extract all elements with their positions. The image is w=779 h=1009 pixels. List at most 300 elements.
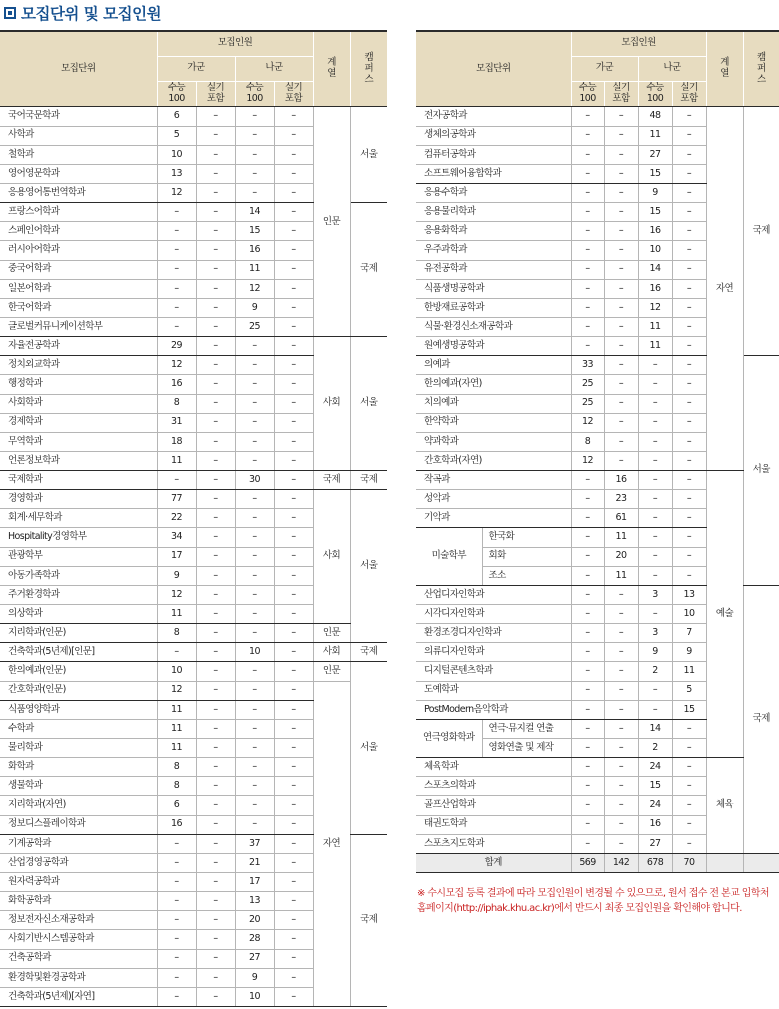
quota-value: – [196,777,235,796]
quota-value: – [274,298,313,317]
quota-value: – [571,317,604,336]
quota-value: 15 [638,164,672,183]
quota-value: – [672,796,706,815]
campus-cell: 서울 [350,490,387,643]
quota-value: – [196,490,235,509]
quota-value: – [638,547,672,566]
quota-value: 20 [235,911,274,930]
quota-value: – [638,394,672,413]
quota-value: – [274,279,313,298]
quota-value: – [672,375,706,394]
quota-value: – [274,107,313,126]
quota-value: – [274,700,313,719]
table-row [0,337,387,356]
quota-value: 23 [604,490,638,509]
quota-value: – [672,432,706,451]
col-header-unit-right: 모집단위 [416,31,571,107]
col-header-ga-silgi: 실기 포함 [196,82,235,107]
unit-name: 의류디자인학과 [416,643,571,662]
quota-value: – [274,317,313,336]
quota-value: – [604,356,638,375]
quota-value: – [274,892,313,911]
campus-cell: 서울 [350,107,387,203]
unit-name: 한의예과(자연) [416,375,571,394]
quota-value: – [196,796,235,815]
table-row [416,471,779,490]
unit-name: 약과학과 [416,432,571,451]
unit-name: 무역학과 [0,432,157,451]
quota-value: – [274,585,313,604]
quota-value: 18 [157,432,196,451]
quota-value: – [571,605,604,624]
quota-value: 3 [638,585,672,604]
quota-value: – [274,471,313,490]
unit-name: 치의예과 [416,394,571,413]
quota-value: – [604,815,638,834]
unit-name: 유전공학과 [416,260,571,279]
quota-value: – [274,222,313,241]
quota-value: – [604,662,638,681]
quota-value: 11 [157,719,196,738]
quota-value: – [274,643,313,662]
quota-value: – [571,145,604,164]
quota-value: – [604,317,638,336]
quota-value: – [274,547,313,566]
unit-name: 관광학부 [0,547,157,566]
unit-name: 건축학과(5년제)[인문] [0,643,157,662]
quota-value: – [157,317,196,336]
unit-name: 한방재료공학과 [416,298,571,317]
quota-value: – [571,126,604,145]
quota-value: – [196,279,235,298]
field-cell: 인문 [313,624,350,643]
quota-value: 11 [157,700,196,719]
quota-value: – [571,222,604,241]
quota-value: – [571,566,604,585]
quota-value: 2 [638,662,672,681]
quota-value: 12 [157,356,196,375]
quota-value: – [196,815,235,834]
quota-value: – [604,719,638,738]
unit-name: 기계공학과 [0,834,157,853]
quota-value: – [235,451,274,470]
quota-value: – [604,796,638,815]
quota-value: – [157,968,196,987]
unit-name: 회계·세무학과 [0,509,157,528]
quota-value: – [274,930,313,949]
unit-name: 산업경영공학과 [0,853,157,872]
quota-value: 27 [638,145,672,164]
table-row [0,490,387,509]
campus-cell: 국제 [350,203,387,337]
quota-value: 6 [157,796,196,815]
quota-value: – [196,126,235,145]
quota-value: – [157,987,196,1006]
quota-value: 16 [157,375,196,394]
quota-value: – [274,451,313,470]
unit-name: 기악과 [416,509,571,528]
quota-value: – [196,662,235,681]
quota-value: – [157,279,196,298]
col-header-unit: 모집단위 [0,31,157,107]
quota-value: 9 [638,183,672,202]
quota-value: – [196,260,235,279]
quota-value: – [235,796,274,815]
unit-name: 컴퓨터공학과 [416,145,571,164]
quota-value: 9 [235,968,274,987]
quota-value: – [157,949,196,968]
quota-value: – [274,260,313,279]
admission-table-left [0,30,387,1007]
quota-value: – [157,471,196,490]
quota-value: – [235,758,274,777]
quota-value: 13 [672,585,706,604]
unit-name: 연극영화학과 [416,719,482,757]
quota-value: – [638,605,672,624]
quota-value: 9 [672,643,706,662]
col-header-na-silgi: 실기 포함 [274,82,313,107]
unit-name: 국어국문학과 [0,107,157,126]
quota-value: 16 [157,815,196,834]
quota-value: 12 [571,451,604,470]
unit-name: 태권도학과 [416,815,571,834]
field-cell: 국제 [313,471,350,490]
quota-value: – [672,260,706,279]
quota-value: 16 [638,815,672,834]
quota-value: 11 [157,451,196,470]
quota-value: – [571,815,604,834]
quota-value: 15 [672,700,706,719]
table-row [416,758,779,777]
quota-value: – [604,375,638,394]
quota-value: – [196,547,235,566]
quota-value: – [274,375,313,394]
quota-value: – [235,624,274,643]
table-row [416,107,779,126]
unit-name: 지리학과(자연) [0,796,157,815]
quota-value: 12 [157,183,196,202]
quota-value: 11 [604,566,638,585]
quota-value: – [571,624,604,643]
quota-value: – [196,911,235,930]
unit-name: 간호학과(인문) [0,681,157,700]
quota-value: – [672,777,706,796]
campus-cell: 국제 [350,471,387,490]
unit-name: 원예생명공학과 [416,337,571,356]
quota-value: 15 [638,203,672,222]
quota-value: – [571,681,604,700]
quota-value: – [196,471,235,490]
unit-name: 경제학과 [0,413,157,432]
quota-value: 25 [235,317,274,336]
quota-value: – [274,662,313,681]
col-header-quota: 모집인원 [157,31,313,56]
unit-name: 시각디자인학과 [416,605,571,624]
quota-value: – [638,413,672,432]
quota-value: 15 [235,222,274,241]
unit-name: 사학과 [0,126,157,145]
unit-name: 한국어학과 [0,298,157,317]
unit-name: 철학과 [0,145,157,164]
quota-value: – [604,298,638,317]
unit-name: 골프산업학과 [416,796,571,815]
quota-value: 14 [235,203,274,222]
campus-cell: 국제 [350,834,387,1006]
unit-name: 글로벌커뮤니케이션학부 [0,317,157,336]
quota-value: – [196,298,235,317]
quota-value: – [672,356,706,375]
unit-name: 일본어학과 [0,279,157,298]
quota-value: 9 [235,298,274,317]
quota-value: – [196,107,235,126]
quota-value: 30 [235,471,274,490]
quota-value: – [672,126,706,145]
quota-value: 12 [638,298,672,317]
quota-value: – [196,624,235,643]
quota-value: – [672,298,706,317]
quota-value: – [196,700,235,719]
unit-name: 지리학과(인문) [0,624,157,643]
quota-value: – [196,739,235,758]
quota-value: – [196,528,235,547]
col-header-na-suneung: 수능 100 [235,82,274,107]
quota-value: – [571,241,604,260]
quota-value: – [571,739,604,758]
quota-value: – [604,700,638,719]
unit-name: 디지털콘텐츠학과 [416,662,571,681]
unit-name: 의예과 [416,356,571,375]
quota-value: – [157,298,196,317]
quota-value: – [235,164,274,183]
total-field-empty [706,853,743,872]
quota-value: – [571,547,604,566]
unit-name: 건축학과(5년제)[자연] [0,987,157,1006]
quota-value: – [672,815,706,834]
section-title-text: 모집단위 및 모집인원 [21,5,162,23]
quota-value: – [157,892,196,911]
quota-value: 12 [157,585,196,604]
quota-value: – [196,241,235,260]
quota-value: – [571,662,604,681]
quota-value: – [235,145,274,164]
quota-value: – [274,126,313,145]
quota-value: – [638,681,672,700]
unit-name: 스페인어학과 [0,222,157,241]
unit-name: 식품생명공학과 [416,279,571,298]
field-cell: 사회 [313,643,350,662]
quota-value: – [196,892,235,911]
quota-value: 61 [604,509,638,528]
table-row [0,662,387,681]
quota-value: – [638,451,672,470]
quota-value: – [235,739,274,758]
quota-value: – [274,777,313,796]
quota-value: 2 [638,739,672,758]
quota-value: – [604,337,638,356]
quota-value: – [235,528,274,547]
unit-name: 성악과 [416,490,571,509]
unit-name: 행정학과 [0,375,157,394]
quota-value: 48 [638,107,672,126]
quota-value: 11 [157,739,196,758]
quota-value: 34 [157,528,196,547]
quota-value: – [235,432,274,451]
quota-value: – [604,451,638,470]
unit-name: 사회학과 [0,394,157,413]
quota-value: – [672,317,706,336]
field-cell: 자연 [706,107,743,471]
unit-name: 물리학과 [0,739,157,758]
quota-value: – [235,509,274,528]
quota-value: – [274,719,313,738]
quota-value: – [638,528,672,547]
unit-name: 주거환경학과 [0,585,157,604]
quota-value: – [672,739,706,758]
col-header-ga-suneung-right: 수능 100 [571,82,604,107]
unit-name: 러시아어학과 [0,241,157,260]
field-cell: 자연 [313,681,350,1006]
field-cell: 인문 [313,107,350,337]
quota-value: 37 [235,834,274,853]
unit-name: 간호학과(자연) [416,451,571,470]
quota-value: – [274,145,313,164]
quota-value: 24 [638,796,672,815]
quota-value: – [604,605,638,624]
quota-value: 27 [235,949,274,968]
unit-name: 스포츠지도학과 [416,834,571,853]
total-row [416,853,779,872]
quota-value: 77 [157,490,196,509]
quota-value: – [196,873,235,892]
campus-cell: 서울 [350,337,387,471]
col-header-campus: 캠 퍼 스 [350,31,387,107]
quota-value: – [638,509,672,528]
quota-value: – [196,203,235,222]
quota-value: – [672,413,706,432]
quota-value: – [196,183,235,202]
unit-name: 전자공학과 [416,107,571,126]
quota-value: 15 [638,777,672,796]
unit-name: 자율전공학과 [0,337,157,356]
quota-value: – [274,413,313,432]
quota-value: – [235,605,274,624]
unit-name: 수학과 [0,719,157,738]
quota-value: – [274,873,313,892]
quota-value: 11 [638,337,672,356]
quota-value: 14 [638,719,672,738]
total-value: 70 [672,853,706,872]
quota-value: – [274,528,313,547]
quota-value: – [274,164,313,183]
quota-value: – [638,471,672,490]
quota-value: – [274,681,313,700]
quota-value: – [196,834,235,853]
col-header-campus-right: 캠 퍼 스 [743,31,779,107]
total-label: 합계 [416,853,571,872]
sub-unit-name: 한국화 [482,528,571,547]
quota-value: 20 [604,547,638,566]
quota-value: – [235,815,274,834]
quota-value: – [604,241,638,260]
quota-value: 29 [157,337,196,356]
section-title [4,2,161,24]
unit-name: 프랑스어학과 [0,203,157,222]
quota-value: – [672,451,706,470]
quota-value: – [274,241,313,260]
quota-value: – [604,585,638,604]
unit-name: 아동가족학과 [0,566,157,585]
quota-value: – [274,183,313,202]
quota-value: – [196,719,235,738]
quota-value: 5 [157,126,196,145]
quota-value: 12 [157,681,196,700]
quota-value: – [196,853,235,872]
quota-value: – [196,681,235,700]
table-row [0,107,387,126]
quota-value: – [604,624,638,643]
quota-value: – [571,298,604,317]
quota-value: – [638,356,672,375]
unit-name: 응용화학과 [416,222,571,241]
quota-value: 25 [571,394,604,413]
quota-value: – [235,337,274,356]
quota-value: 10 [157,145,196,164]
quota-value: – [604,107,638,126]
unit-name: 환경조경디자인학과 [416,624,571,643]
quota-value: 28 [235,930,274,949]
quota-value: – [235,777,274,796]
quota-value: – [571,796,604,815]
unit-name: 소프트웨어융합학과 [416,164,571,183]
quota-value: – [571,260,604,279]
quota-value: 10 [672,605,706,624]
unit-name: 화학공학과 [0,892,157,911]
quota-value: – [274,739,313,758]
quota-value: – [274,432,313,451]
quota-value: – [672,107,706,126]
quota-value: – [196,145,235,164]
table-row [0,471,387,490]
quota-value: – [672,164,706,183]
quota-value: – [196,585,235,604]
quota-value: – [235,566,274,585]
quota-value: 16 [638,279,672,298]
quota-value: – [157,241,196,260]
quota-value: – [196,949,235,968]
unit-name: 언론정보학과 [0,451,157,470]
quota-value: – [571,337,604,356]
quota-value: 8 [157,758,196,777]
quota-value: – [571,107,604,126]
quota-value: 9 [157,566,196,585]
field-cell: 사회 [313,490,350,624]
quota-value: – [274,490,313,509]
quota-value: – [672,547,706,566]
admission-table-right [416,30,779,873]
quota-value: – [638,375,672,394]
quota-value: – [274,394,313,413]
quota-value: – [196,413,235,432]
quota-value: – [157,853,196,872]
total-value: 569 [571,853,604,872]
col-header-quota-right: 모집인원 [571,31,706,56]
unit-name: 환경학및환경공학과 [0,968,157,987]
quota-value: – [196,356,235,375]
quota-value: – [196,317,235,336]
quota-value: – [235,394,274,413]
campus-cell: 국제 [743,585,779,853]
quota-value: – [604,260,638,279]
